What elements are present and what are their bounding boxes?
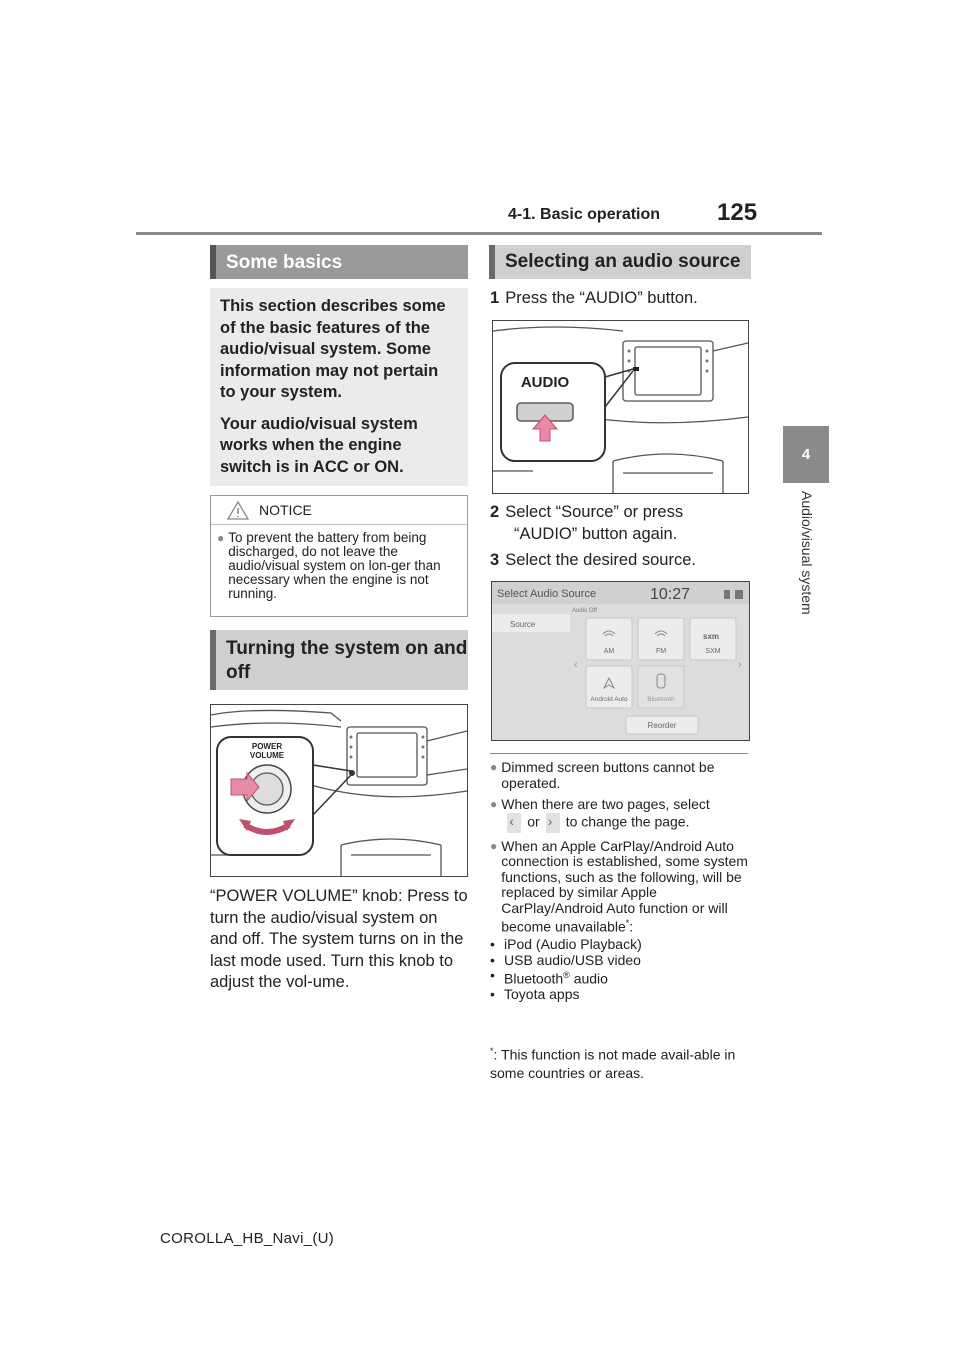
notice-box	[210, 495, 468, 617]
svg-text:‹: ‹	[574, 659, 578, 671]
chapter-tab: 4	[783, 426, 829, 483]
note-carplay: When an Apple CarPlay/Android Auto connection is established, some system functions, such as the following, will be replaced by similar Apple CarPlay/Android Auto function or will become unavailable*:	[501, 837, 748, 935]
audio-button-figure	[492, 320, 749, 494]
notice-item	[211, 525, 467, 601]
chevron-left-icon: ‹	[507, 813, 521, 833]
power-volume-figure	[210, 704, 468, 877]
turning-heading: Turning the system on and off	[210, 630, 468, 690]
screen-title: Select Audio Source	[497, 588, 597, 600]
some-basics-heading: Some basics	[210, 245, 468, 279]
step-2-text-b: “AUDIO” button again.	[514, 524, 678, 543]
tile-sxm: SXM	[705, 648, 721, 655]
step-1	[490, 288, 698, 310]
note-item	[490, 839, 752, 936]
audio-source-screen	[491, 581, 750, 741]
notice-title: NOTICE	[259, 502, 312, 518]
header-rule	[136, 232, 822, 235]
power-volume-caption: “POWER VOLUME” knob: Press to turn the audio/visual system on and off. The system turns on in the last mode used. Turn this knob to adjust the vol-ume.	[210, 887, 468, 991]
chevron-right-icon: ›	[546, 813, 560, 833]
dash-item: • Toyota apps	[490, 986, 580, 1003]
reorder-button: Reorder	[647, 721, 677, 730]
note-item	[490, 797, 752, 833]
step-2	[490, 502, 752, 545]
screen-time: 10:27	[650, 586, 691, 603]
page-number: 125	[717, 199, 758, 226]
intro-box	[210, 288, 468, 486]
manual-code: COROLLA_HB_Navi_(U)	[160, 1230, 335, 1247]
audio-source-screenshot	[492, 582, 749, 740]
note-item	[490, 760, 752, 791]
step-2-number: 2	[490, 503, 500, 521]
step-1-number: 1	[490, 289, 500, 307]
dashboard-illustration	[211, 705, 467, 876]
step-3-text: Select the desired source.	[505, 551, 696, 569]
svg-text:sxm: sxm	[703, 632, 720, 641]
note-pages: When there are two pages, select ‹ or › to change the page.	[501, 797, 710, 833]
selecting-heading: Selecting an audio source	[489, 245, 751, 279]
tile-bluetooth: Bluetooth	[647, 696, 675, 703]
notes-list	[490, 760, 752, 1003]
power-label-line1: POWER	[251, 742, 283, 751]
audio-label: AUDIO	[520, 374, 570, 391]
source-tab: Source	[510, 620, 536, 629]
step-3	[490, 550, 696, 572]
audio-dashboard-illustration	[493, 321, 748, 493]
intro-paragraph-2: Your audio/visual system works when the engine switch is in ACC or ON.	[220, 414, 418, 476]
step-2-text-a: Select “Source” or press	[505, 503, 684, 521]
section-title: 4-1. Basic operation	[508, 206, 661, 223]
audio-off-label: Audio Off	[572, 608, 597, 614]
warning-icon	[227, 501, 249, 520]
notice-text: To prevent the battery from being discharged, do not leave the audio/visual system on lon-ger than necessary when the engine is not running.	[228, 530, 441, 601]
footnote: *: This function is not made avail-able in some countries or areas.	[490, 1046, 736, 1081]
dash-item: • iPod (Audio Playback)	[490, 936, 642, 953]
notice-header	[211, 496, 467, 525]
separator	[490, 753, 748, 754]
intro-paragraph-1: This section describes some of the basic features of the audio/visual system. Some information may not pertain to your system.	[220, 297, 446, 401]
power-label-line2: VOLUME	[249, 751, 285, 760]
step-1-text: Press the “AUDIO” button.	[505, 289, 698, 307]
svg-text:›: ›	[738, 659, 742, 671]
dash-item: • USB audio/USB video	[490, 951, 641, 968]
bullet-icon: ●	[217, 531, 225, 545]
tile-fm: FM	[655, 648, 667, 655]
bullet-icon: ●	[490, 797, 498, 811]
dash-item: • Bluetooth® audio	[490, 967, 608, 987]
note-dimmed: Dimmed screen buttons cannot be operated.	[501, 759, 715, 791]
chapter-label: Audio/visual system	[799, 491, 815, 615]
step-3-number: 3	[490, 551, 500, 569]
tile-android-auto: Android Auto	[590, 696, 628, 703]
bullet-icon: ●	[490, 760, 498, 774]
tile-am: AM	[603, 648, 615, 655]
bullet-icon: ●	[490, 838, 498, 853]
